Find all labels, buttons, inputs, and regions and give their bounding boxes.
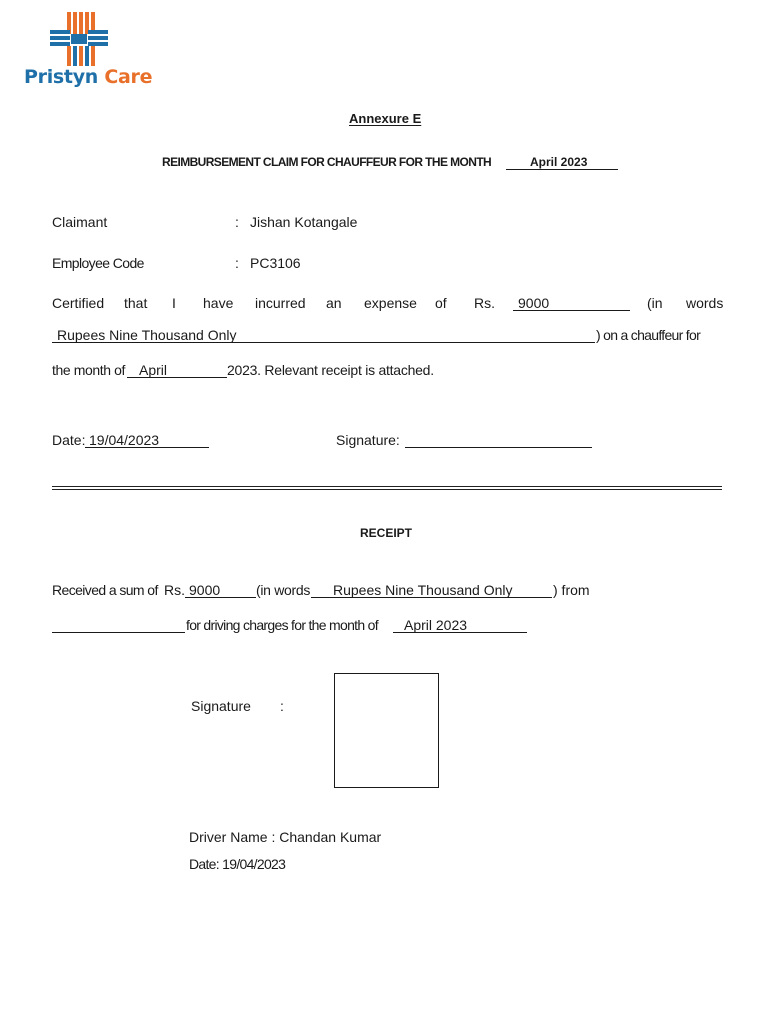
logo-word-care: Care (104, 66, 153, 88)
receipt-signature-colon: : (280, 698, 284, 714)
section-divider-bottom (52, 489, 722, 490)
receipt-from-text: ) from (553, 582, 590, 598)
receipt-driving-text: for driving charges for the month of (186, 617, 378, 633)
claimant-value: Jishan Kotangale (250, 214, 358, 230)
claimant-colon: : (235, 214, 239, 230)
certified-word: Rs. (474, 295, 495, 311)
date-value: 19/04/2023 (89, 432, 160, 448)
claim-month: April 2023 (530, 155, 588, 169)
certified-suffix: 2023. Relevant receipt is attached. (227, 362, 434, 378)
certified-amount: 9000 (518, 295, 550, 311)
certified-word: have (203, 295, 234, 311)
employee-code-colon: : (235, 255, 239, 271)
certified-word: an (326, 295, 342, 311)
certified-word: of (435, 295, 447, 311)
receipt-date: Date: 19/04/2023 (189, 856, 286, 872)
claim-heading: REIMBURSEMENT CLAIM FOR CHAUFFEUR FOR THE MONTH (162, 155, 492, 169)
receipt-amount-words: Rupees Nine Thousand Only (333, 582, 513, 598)
logo-word-pristyn: Pristyn (24, 66, 99, 88)
certified-chauffeur-text: ) on a chauffeur for (596, 327, 701, 343)
certified-month: April (139, 362, 168, 378)
date-label: Date: (52, 432, 86, 448)
receipt-month: April 2023 (404, 617, 468, 633)
certified-word: incurred (255, 295, 306, 311)
receipt-rs-label: Rs. (164, 582, 185, 598)
signature-label: Signature: (336, 432, 400, 448)
receipt-signature-label: Signature (191, 698, 251, 714)
certified-month-prefix: the month of (52, 362, 126, 378)
certified-word: I (172, 295, 176, 311)
receipt-title: RECEIPT (360, 526, 413, 540)
driver-name: Driver Name : Chandan Kumar (189, 829, 382, 845)
employee-code-label: Employee Code (52, 255, 144, 271)
section-divider-top (52, 486, 722, 487)
signature-underline (405, 447, 592, 448)
certified-word: Certified (52, 295, 105, 311)
receipt-amount: 9000 (189, 582, 221, 598)
certified-in-words-label: words (686, 295, 724, 311)
employee-code-value: PC3106 (250, 255, 301, 271)
receipt-payer-underline (52, 632, 185, 633)
receipt-in-words-label: (in words (256, 582, 311, 598)
certified-word: that (124, 295, 148, 311)
claimant-label: Claimant (52, 214, 108, 230)
receipt-received-text: Received a sum of (52, 582, 158, 598)
certified-word: expense (364, 295, 417, 311)
medical-cross-logo-icon (22, 10, 142, 70)
logo-wordmark (24, 66, 152, 88)
certified-amount-words: Rupees Nine Thousand Only (57, 327, 237, 343)
certified-in-words-open: (in (647, 295, 663, 311)
driver-signature-box (334, 673, 439, 788)
annexure-title: Annexure E (349, 111, 422, 126)
